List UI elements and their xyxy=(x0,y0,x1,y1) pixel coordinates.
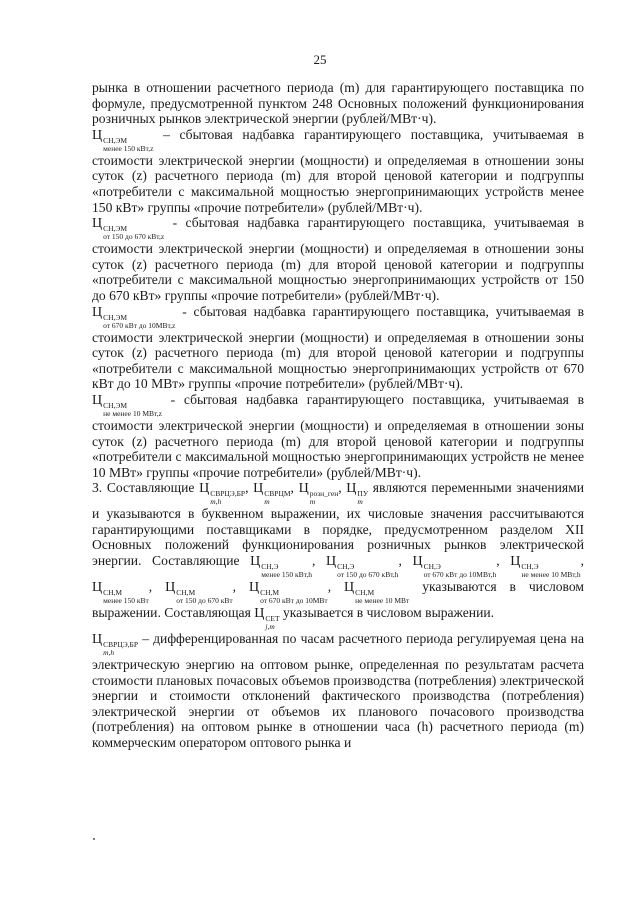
formula-symbol: Ц СЕТ j,m xyxy=(254,606,280,632)
page-number: 25 xyxy=(313,52,327,67)
formula-symbol: Ц СН,ЭМ не менее 10 МВт,z xyxy=(92,392,162,418)
formula-symbol: Ц СН,М менее 150 кВт xyxy=(92,580,149,606)
definition-text: - сбытовая надбавка гарантирующего поставщика, учитываемая в стоимости электрической энергии (мощности) и определяемая в отношении зоны суток (z) расчетного периода (m) для второй ценовой категории и подгруппы «потребители с максимальной мощностью энергопринимающих устройств от 670 кВт до 10 МВт» группы «прочие потребители» (рублей/МВт·ч). xyxy=(92,303,585,392)
formula-symbol: Ц СН,ЭМ от 670 кВт до 10МВт,z xyxy=(92,304,176,330)
definition-item xyxy=(92,215,584,303)
formula-symbol: Ц СН,ЭМ от 150 до 670 кВт,z xyxy=(92,216,165,242)
section-3-text: Составляющая xyxy=(164,605,251,621)
formula-symbol: Ц СВРЦМ m xyxy=(253,481,291,507)
section-3-lead: 3. Составляющие xyxy=(92,480,195,496)
document-body xyxy=(92,80,584,751)
formula-symbol: Ц СН,ЭМ менее 150 кВт,z xyxy=(92,127,154,153)
section-3-paragraph: 3. Составляющие Ц СВРЦЭ,БР m,h , Ц СВРЦМ m , Ц розн_ген m , Ц ПУ m являются переменными значениями и указываются в буквенном выражении, их числовые значения рассчитываются гарантирующими поставщиками в порядке, предусмотренном разделом XII Основных положений функционирования розничных рынков электрической энергии. Составляющие Ц СН,Э менее 150 кВт,h , Ц СН,Э от 150 до 670 кВт,h , Ц СН,Э от 670 кВт до 10МВт,h , Ц СН,Э не менее 10 МВт,h , Ц СН,М менее 150 кВт , Ц СН,М от 150 до 670 кВт , Ц СН,М от 670 кВт до 10МВт , Ц СН,М не менее 10 МВт указываются в числовом выражении. Составляющая Ц СЕТ j,m указывается в числовом выражении. xyxy=(92,480,585,632)
definition-text: - сбытовая надбавка гарантирующего поставщика, учитываемая в стоимости электрической энергии (мощности) и определяемая в отношении зоны суток (z) расчетного периода (m) для второй ценовой категории и подгруппы «потребители с максимальной мощностью энергопринимающих устройств от 150 до 670 кВт» группы «прочие потребители» (рублей/МВт·ч). xyxy=(92,215,584,303)
section-3-text: указываются в числовом выражении. xyxy=(92,579,585,621)
definition-item xyxy=(92,631,584,751)
definition-item xyxy=(92,127,584,215)
definition-item xyxy=(92,304,584,392)
formula-symbol: Ц ПУ m xyxy=(346,481,369,507)
formula-symbol: Ц СВРЦЭ,БР m,h xyxy=(92,632,139,658)
section-3-text: являются переменными значениями и указываются в буквенном выражении, их числовые значения рассчитываются гарантирующими поставщиками в порядке, предусмотренном разделом XII Основных положений функционирования розничных рынков электрической энергии. Составляющие xyxy=(92,480,584,569)
formula-symbol: Ц СВРЦЭ,БР m,h xyxy=(199,481,246,507)
definition-text: - сбытовая надбавка гарантирующего поставщика, учитываемая в стоимости электрической энергии (мощности) и определяемая в отношении зоны суток (z) расчетного периода (m) для второй ценовой категории и подгруппы «потребители с максимальной мощностью энергопринимающих устройств не менее 10 МВт» группы «прочие потребители» (рублей/МВт·ч). xyxy=(92,391,585,480)
section-3-text: указывается в числовом выражении. xyxy=(282,605,495,621)
formula-symbol: Ц СН,Э от 150 до 670 кВт,h xyxy=(325,554,399,580)
formula-symbol: Ц СН,Э менее 150 кВт,h xyxy=(250,554,312,580)
definition-item xyxy=(92,392,584,480)
formula-symbol: Ц СН,Э не менее 10 МВт,h xyxy=(510,554,581,580)
formula-symbol: Ц СН,Э от 670 кВт до 10МВт,h xyxy=(412,554,497,580)
formula-symbol: Ц СН,М от 150 до 670 кВт xyxy=(165,580,233,606)
definition-text: – сбытовая надбавка гарантирующего поставщика, учитываемая в стоимости электрической энергии (мощности) и определяемая в отношении зоны суток (z) расчетного периода (m) для второй ценовой категории и подгруппы «потребители с максимальной мощностью энергопринимающих устройств менее 150 кВт» группы «прочие потребители» (рублей/МВт·ч). xyxy=(92,126,584,215)
definition-text: – дифференцированная по часам расчетного периода регулируемая цена на электрическую энергию на оптовом рынке, определенная по результатам расчета стоимости плановых почасовых объемов производства (потребления) электрической энергии и стоимости отклонений фактического производства (потребления) электрической энергии от объемов их планового почасового производства (потребления) на оптовом рынке в отношении часа (h) расчетного периода (m) коммерческим оператором оптового рынка и xyxy=(92,631,584,751)
formula-symbol: Ц СН,М от 670 кВт до 10МВт xyxy=(248,580,328,606)
formula-symbol: Ц розн_ген m xyxy=(298,481,339,507)
definitions-list xyxy=(92,127,584,481)
formula-symbol: Ц СН,М не менее 10 МВт xyxy=(344,580,410,606)
intro-paragraph: рынка в отношении расчетного периода (m) для гарантирующего поставщика по формуле, предусмотренной пунктом 248 Основных положений функционирования розничных рынков электрической энергии (рублей/МВт·ч). xyxy=(92,80,584,127)
scan-speck xyxy=(93,838,95,840)
